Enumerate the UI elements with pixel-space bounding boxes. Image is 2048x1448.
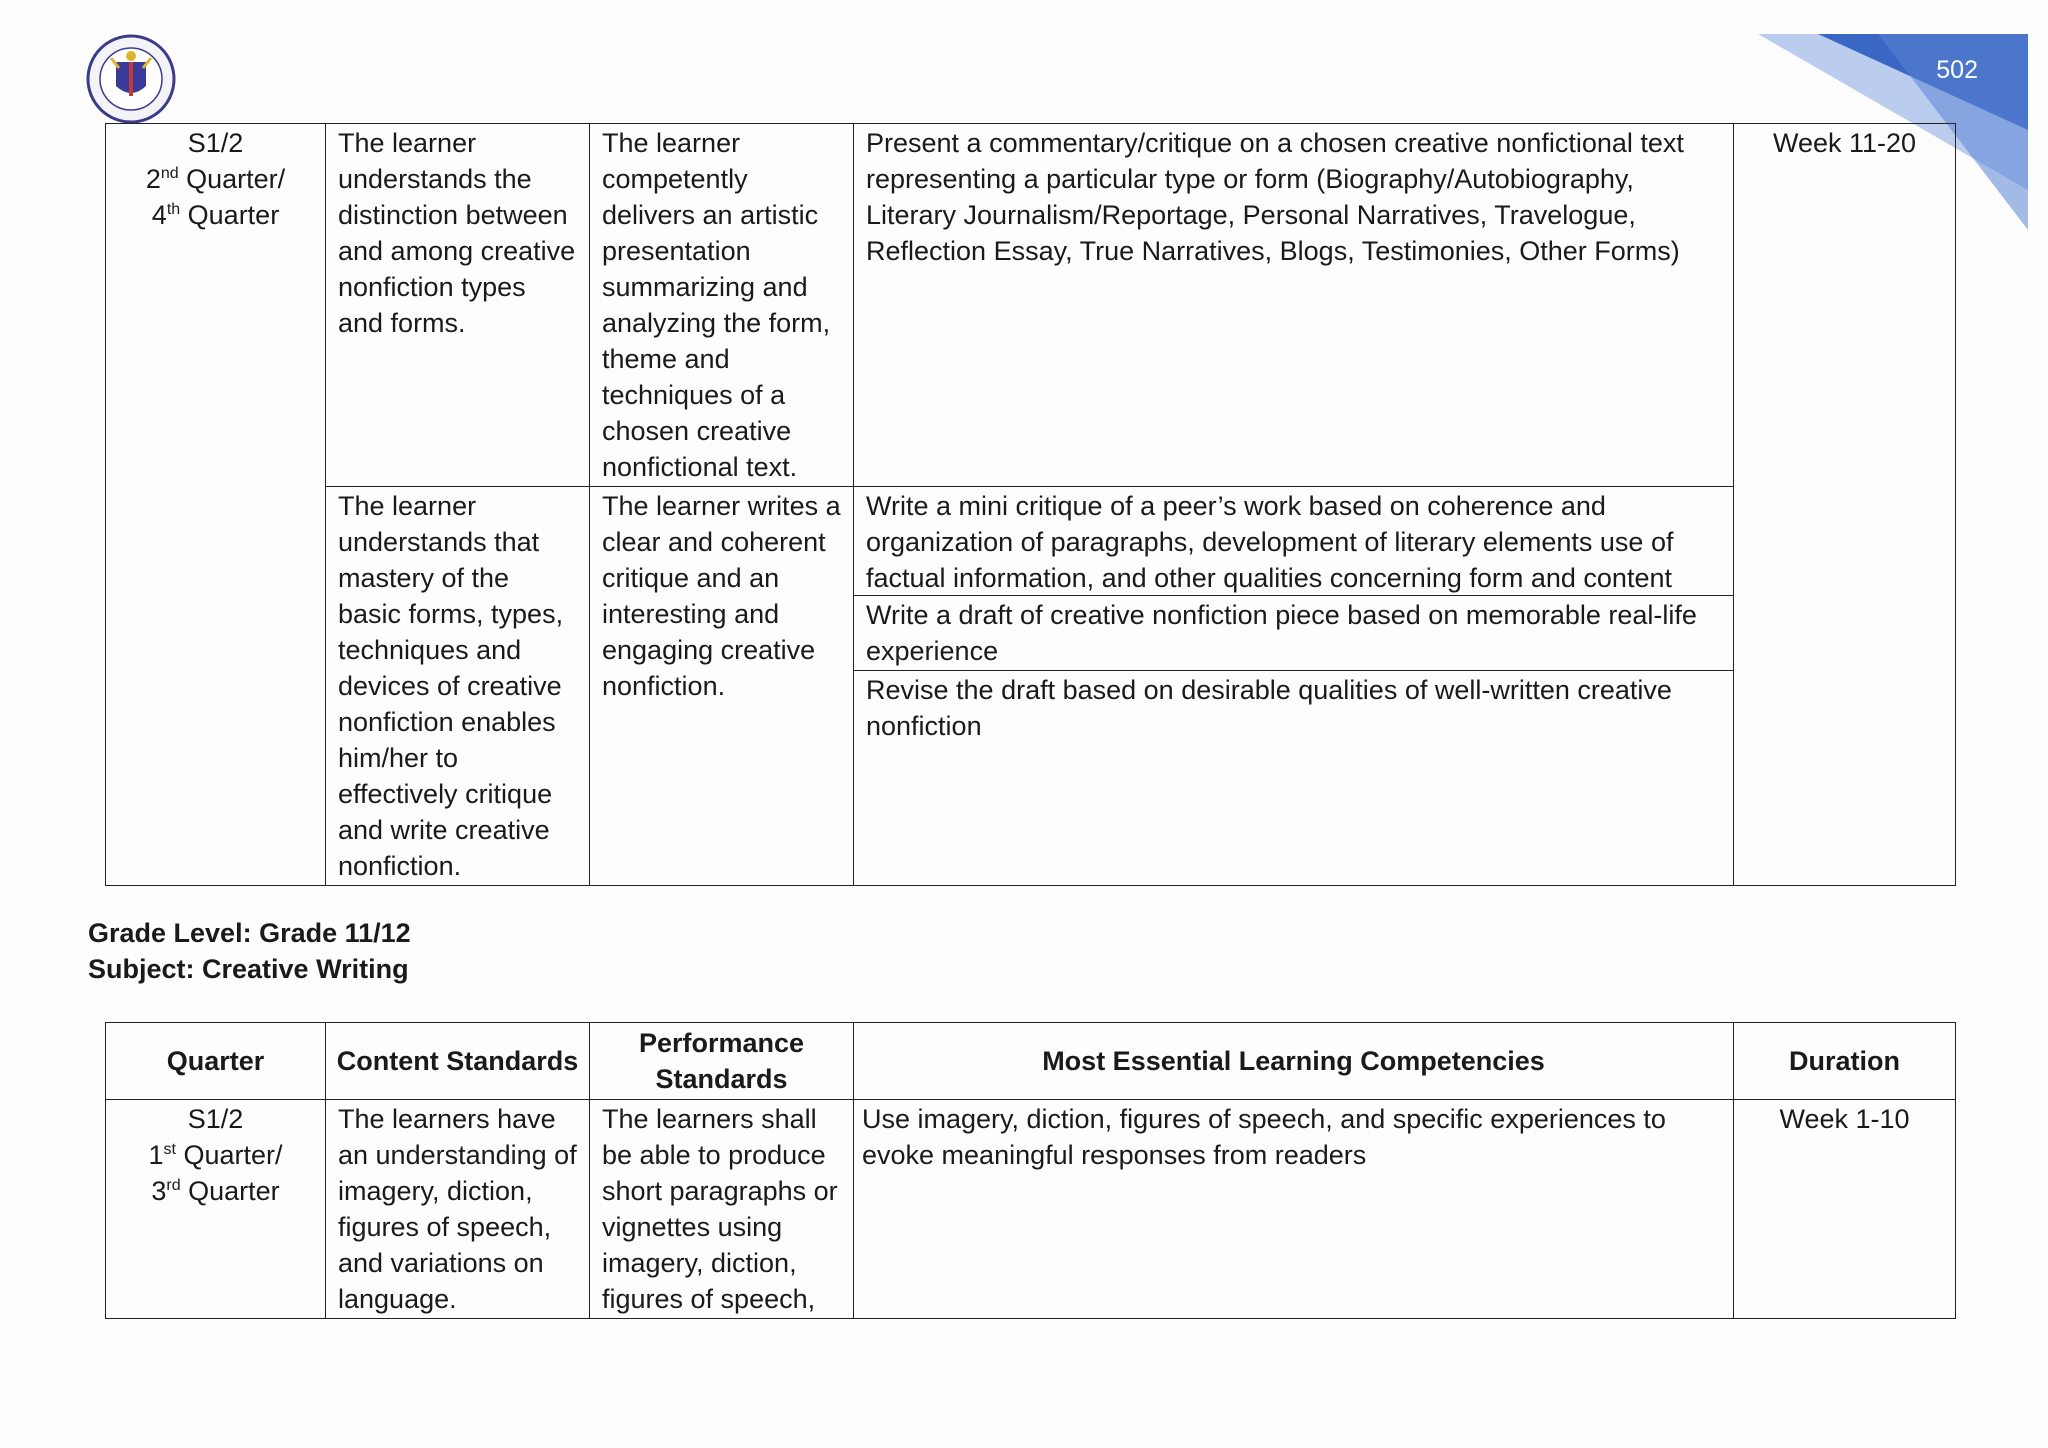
page-number: 502 xyxy=(1936,56,1978,84)
deped-seal-logo xyxy=(86,34,176,124)
competency-cell: Use imagery, diction, figures of speech, and specific experiences to evoke meaningful responses from readers xyxy=(854,1100,1734,1319)
table-header-row xyxy=(106,1023,1956,1100)
performance-standard-cell: The learner competently delivers an artistic presentation summarizing and analyzing the form, theme and techniques of a chosen creative nonfictional text. xyxy=(590,124,854,487)
competency-item: Revise the draft based on desirable qualities of well-written creative nonfiction xyxy=(866,675,1672,741)
duration-cell: Week 1-10 xyxy=(1734,1100,1956,1319)
competency-item: Write a mini critique of a peer’s work based on coherence and organization of paragraphs, development of literary elements use of factual information, and other qualities concerning form and content xyxy=(854,487,1733,596)
header-duration: Duration xyxy=(1734,1023,1956,1100)
table-row xyxy=(106,487,1956,886)
grade-level-heading: Grade Level: Grade 11/12 xyxy=(88,918,411,948)
quarter-cell: S1/2 1st Quarter/ 3rd Quarter xyxy=(106,1100,326,1319)
curriculum-table-continued xyxy=(105,123,1956,886)
content-standard-cell: The learner understands that mastery of the basic forms, types, techniques and devices of creative nonfiction enables him/her to effectively critique and write creative nonfiction. xyxy=(326,487,590,886)
competency-cell: Present a commentary/critique on a chosen creative nonfictional text representing a particular type or form (Biography/Autobiography, Literary Journalism/Reportage, Personal Narratives, Travelogue, Reflection Essay, True Narratives, Blogs, Testimonies, Other Forms) xyxy=(854,124,1734,487)
header-content-standards: Content Standards xyxy=(326,1023,590,1100)
content-standard-cell: The learner understands the distinction between and among creative nonfiction types and forms. xyxy=(326,124,590,487)
competency-item: Write a draft of creative nonfiction piece based on memorable real-life experience xyxy=(854,596,1733,671)
performance-standard-cell: The learners shall be able to produce short paragraphs or vignettes using imagery, diction, figures of speech, xyxy=(590,1100,854,1319)
performance-standard-cell: The learner writes a clear and coherent critique and an interesting and engaging creative nonfiction. xyxy=(590,487,854,886)
quarter-cell: S1/2 2nd Quarter/ 4th Quarter xyxy=(106,124,326,886)
table-row xyxy=(106,124,1956,487)
subject-heading: Subject: Creative Writing xyxy=(88,954,409,984)
header-competencies: Most Essential Learning Competencies xyxy=(854,1023,1734,1100)
curriculum-table xyxy=(105,1022,1956,1319)
table-row xyxy=(106,1100,1956,1319)
competency-list-cell xyxy=(854,487,1734,886)
header-performance-standards: Performance Standards xyxy=(590,1023,854,1100)
duration-cell: Week 11-20 xyxy=(1734,124,1956,886)
header-quarter: Quarter xyxy=(106,1023,326,1100)
content-standard-cell: The learners have an understanding of imagery, diction, figures of speech, and variations on language. xyxy=(326,1100,590,1319)
